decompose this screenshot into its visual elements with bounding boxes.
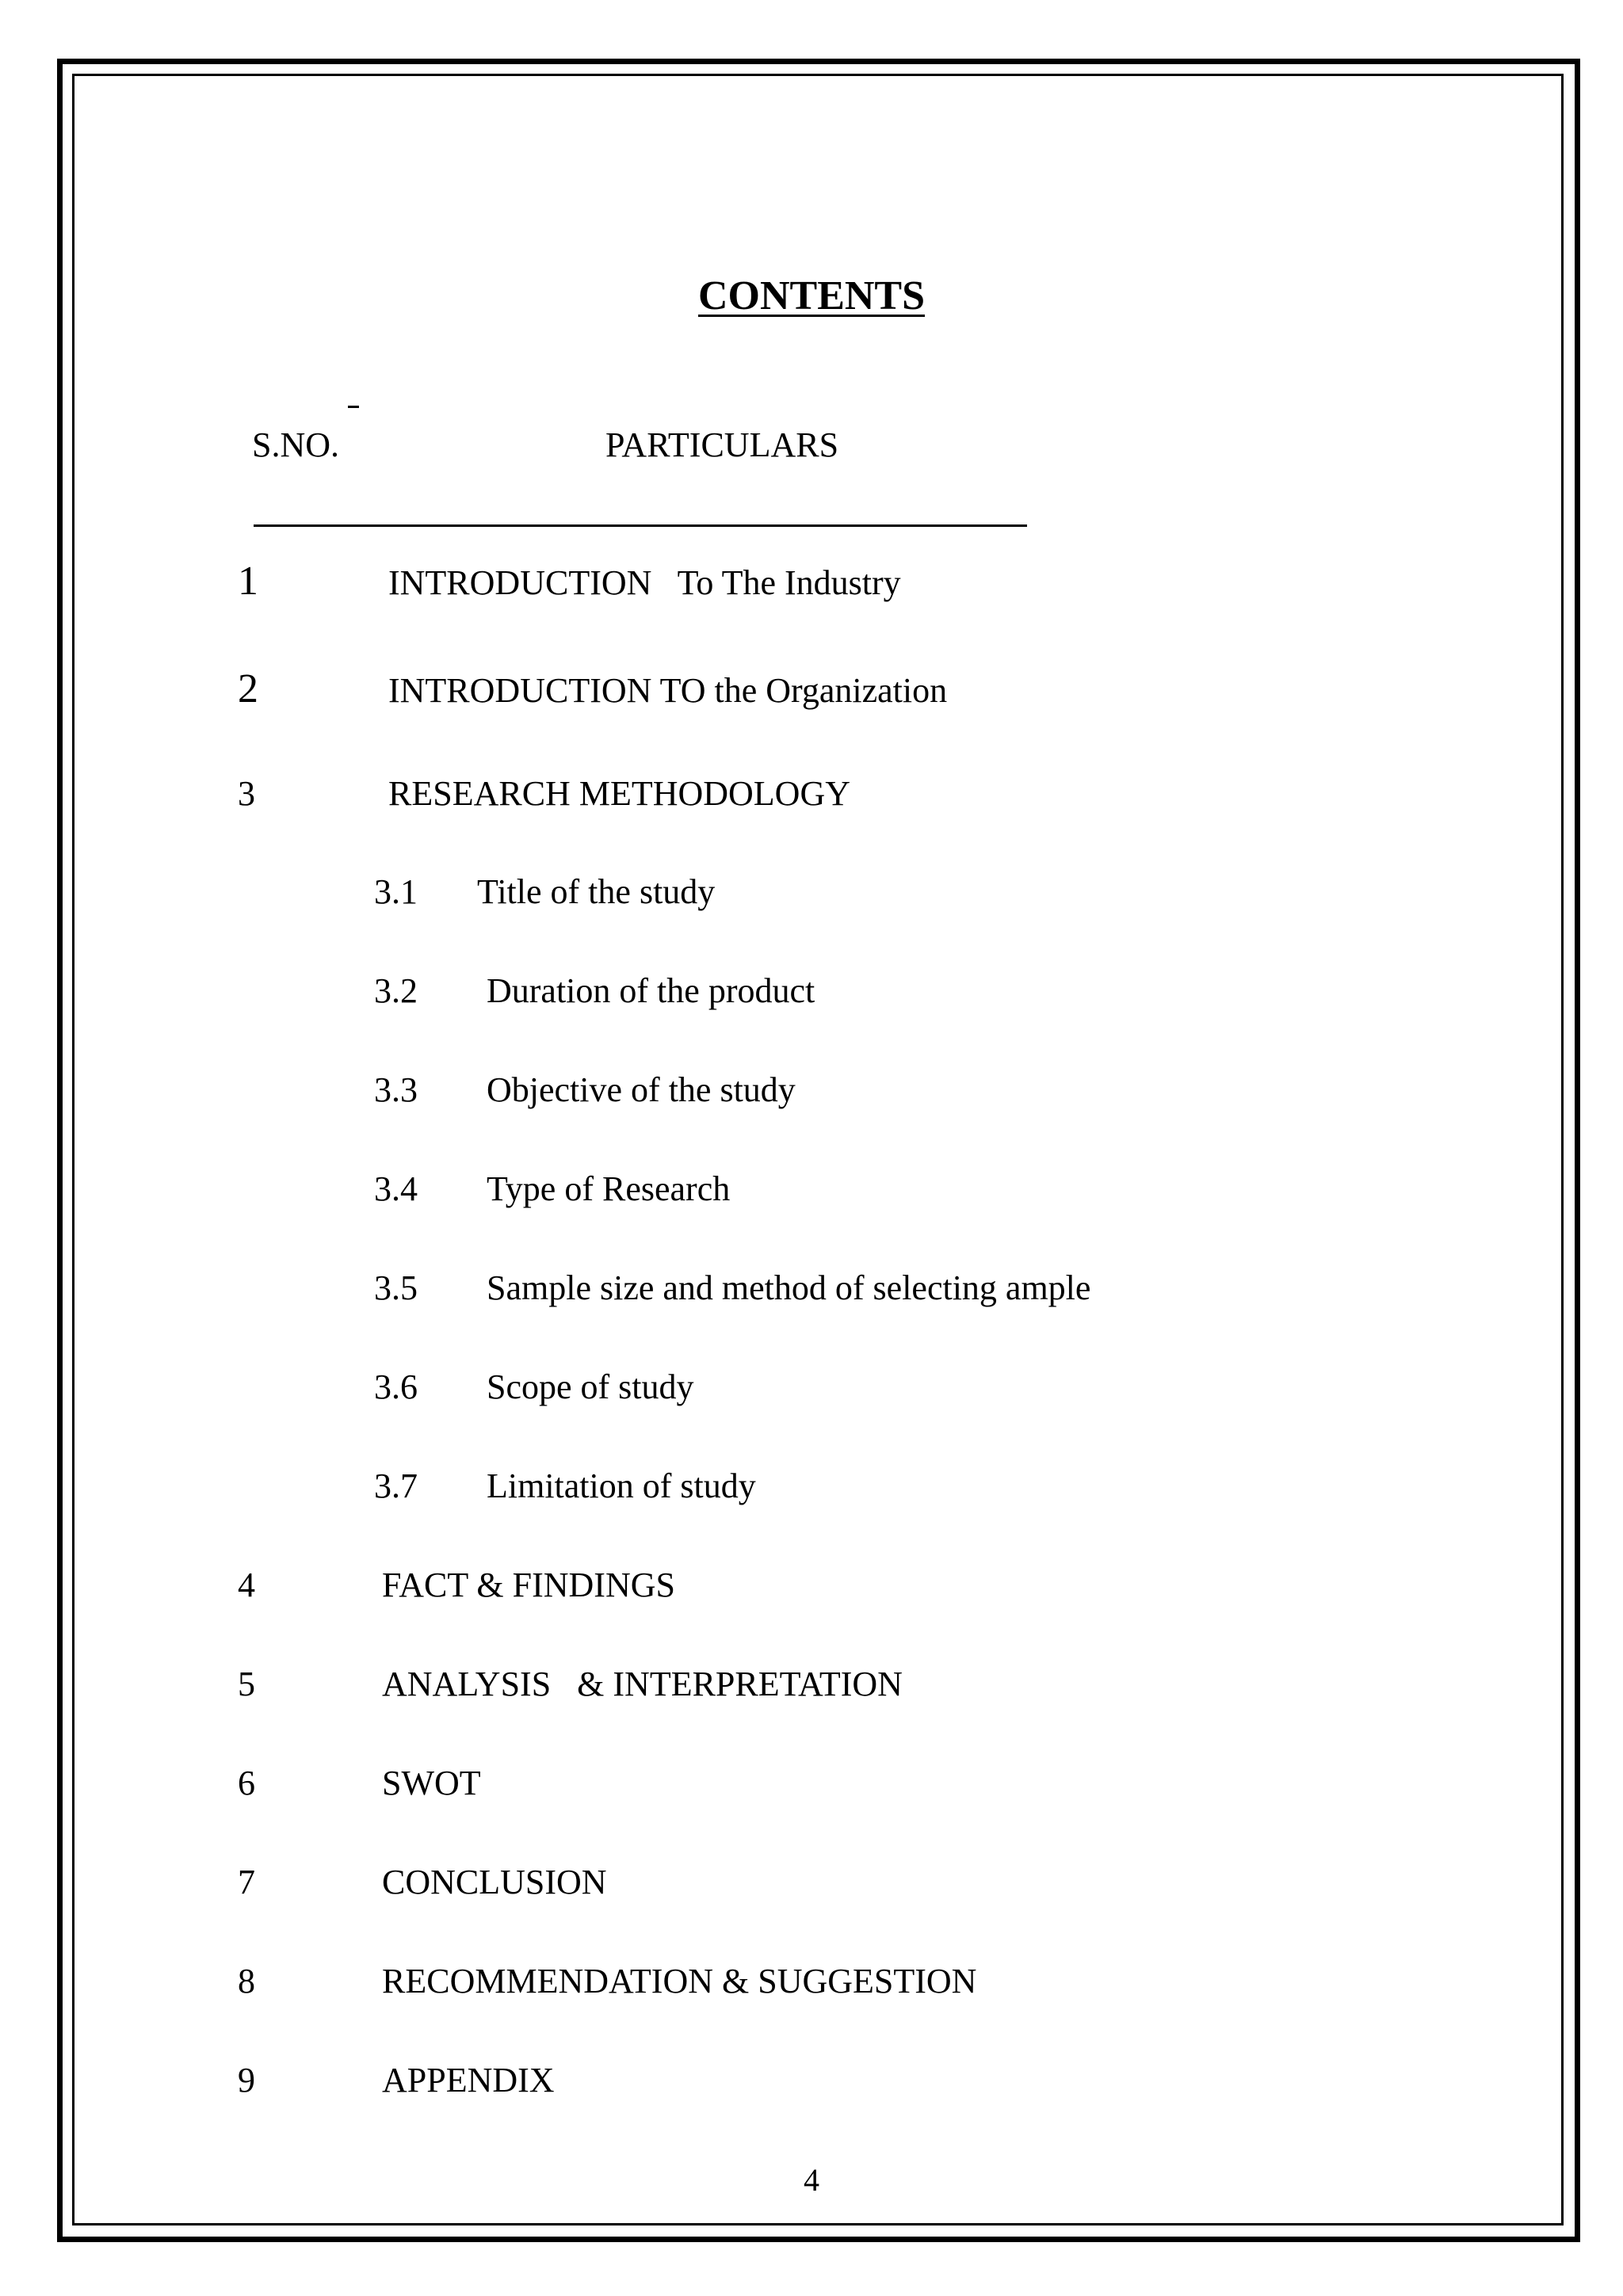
column-header-sno: S.NO. (252, 425, 340, 464)
toc-entry-label: FACT & FINDINGS (382, 1566, 675, 1604)
page-border-inner (72, 74, 1564, 2225)
page-title: CONTENTS (697, 273, 926, 318)
toc-subentry-label: Limitation of study (487, 1466, 756, 1505)
toc-subentry-label: Sample size and method of selecting ample (487, 1268, 1091, 1307)
toc-entry-number: 9 (238, 2061, 255, 2100)
toc-entry-number: 4 (238, 1566, 255, 1604)
toc-subentry-number: 3.1 (374, 872, 418, 911)
toc-entry-number: 3 (238, 774, 255, 813)
header-dash-mark (348, 406, 359, 408)
header-underline (254, 524, 1027, 527)
toc-entry-label: RESEARCH METHODOLOGY (388, 774, 850, 813)
toc-subentry-label: Duration of the product (487, 971, 815, 1010)
toc-subentry-number: 3.3 (374, 1070, 418, 1109)
toc-subentry-label: Scope of study (487, 1367, 694, 1406)
column-header-particulars: PARTICULARS (605, 425, 839, 464)
toc-subentry-label: Title of the study (477, 872, 716, 911)
toc-subentry-number: 3.6 (374, 1367, 418, 1406)
toc-entry-number: 1 (238, 559, 258, 604)
toc-entry-label: INTRODUCTION TO the Organization (388, 671, 948, 710)
toc-entry-label: RECOMMENDATION & SUGGESTION (382, 1962, 977, 2000)
toc-entry-number: 8 (238, 1962, 255, 2000)
toc-entry-label: CONCLUSION (382, 1863, 607, 1901)
page-number: 4 (804, 2162, 819, 2198)
toc-subentry-number: 3.4 (374, 1169, 418, 1208)
toc-entry-label: SWOT (382, 1764, 481, 1802)
toc-entry-number: 5 (238, 1665, 255, 1703)
toc-subentry-number: 3.7 (374, 1466, 418, 1505)
toc-entry-label: ANALYSIS & INTERPRETATION (382, 1665, 903, 1703)
toc-subentry-number: 3.2 (374, 971, 418, 1010)
toc-entry-number: 2 (238, 666, 258, 711)
toc-subentry-number: 3.5 (374, 1268, 418, 1307)
toc-subentry-label: Objective of the study (487, 1070, 796, 1109)
toc-entry-label: APPENDIX (382, 2061, 555, 2100)
toc-subentry-label: Type of Research (487, 1169, 731, 1208)
toc-entry-number: 7 (238, 1863, 255, 1901)
toc-entry-number: 6 (238, 1764, 255, 1802)
toc-entry-label: INTRODUCTION To The Industry (388, 563, 901, 602)
